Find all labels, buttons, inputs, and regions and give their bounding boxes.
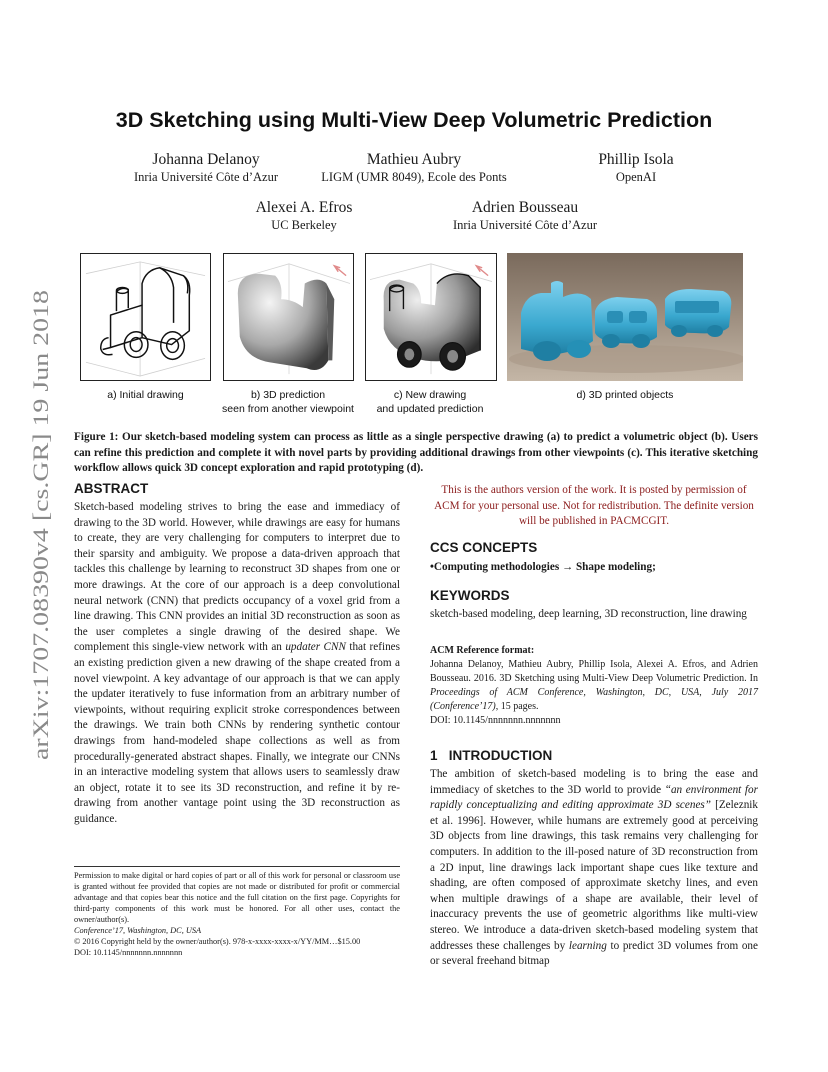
author-block xyxy=(556,151,716,185)
footnote xyxy=(74,870,400,958)
cursor-arrow-icon xyxy=(334,266,346,276)
author-name: Phillip Isola xyxy=(598,151,674,168)
author-affiliation: OpenAI xyxy=(615,170,657,184)
footnote-rule xyxy=(74,866,400,867)
abstract-text-part2: that refines an existing prediction given a new drawing of the shape created from a novel viewpoint. A key advantage of our approach is that we can apply the updater iteratively to fuse information from an arbitrary number of viewpoints, without requiring explicit stroke correspondences between the drawings. We train both CNNs by rendering synthetic contour drawings from hand-modeled shape collections as well as from procedurally-generated abstract shapes. Finally, we integrate our CNNs in an interactive modeling system that allows users to seamlessly draw an object, rotate it to see its 3D reconstruction, and refine it by re-drawing from another vantage point using the 3D reconstruction as guidance. xyxy=(74,641,400,825)
intro-heading xyxy=(430,748,552,763)
svg-text:arXiv:1707.08390v4 [cs.GR] 1: arXiv:1707.08390v4 [cs.GR] 19 Jun 2018 xyxy=(28,381,53,760)
intro-text-part2: [Zeleznik et al. 1996]. However, while humans are extremely good at perceiving 3D objects from line drawings, this task remains very challenging for computers. In addition to the ill-posed nature of 3D reconstruction from a 2D input, line drawings lack important shape cues like texture and shading, are often composed of approximate sketchy lines, and even when multiple drawings of a shape are available, their level of inaccuracy prevents the use of geometric algorithms like multi-view stereo. We introduce a data-driven sketch-based modeling system that addresses these challenges by xyxy=(430,799,758,952)
author-affiliation: UC Berkeley xyxy=(271,218,337,232)
author-name: Adrien Bousseau xyxy=(471,199,579,216)
abstract-heading: ABSTRACT xyxy=(74,481,149,496)
acm-ref-pages: , 15 pages. xyxy=(495,701,539,712)
author-name: Alexei A. Efros xyxy=(255,199,353,216)
train-3d-prediction xyxy=(223,253,354,381)
caption-b-line1: b) 3D prediction xyxy=(250,389,326,401)
intro-title: INTRODUCTION xyxy=(448,748,553,763)
intro-text-part1: The ambition of sketch-based modeling is to bring the ease and immediacy of sketches to the 3D world to provide xyxy=(430,768,758,796)
intro-emphasis: learning xyxy=(568,939,607,952)
author-name: Mathieu Aubry xyxy=(366,151,462,168)
ccs-item-text: Computing methodologies → Shape modeling; xyxy=(433,561,656,573)
intro-text-part3: to predict 3D volumes from one or several freehand bitmap xyxy=(430,939,758,968)
footnote-copyright: © 2016 Copyright held by the owner/author(s). 978-x-xxxx-xxxx-x/YY/MM…$15.00 xyxy=(74,937,361,946)
acm-ref-body xyxy=(430,658,758,728)
caption-d: d) 3D printed objects xyxy=(576,389,674,401)
caption-b xyxy=(208,388,368,416)
intro-quote: “an environment for rapidly conceptualizing and editing approximate 3D scenes” xyxy=(430,783,758,812)
author-affiliation: Inria Université Côte d’Azur xyxy=(133,170,279,184)
authors-version-notice: This is the authors version of the work. It is posted by permission of ACM for your personal use. Not for redistribution. The definite version will be published in PACMCGIT. xyxy=(434,484,754,528)
abstract-emphasis: updater CNN xyxy=(285,641,346,654)
author-block xyxy=(224,199,384,233)
cursor-arrow-icon xyxy=(476,266,488,276)
author-block xyxy=(294,151,534,185)
author-affiliation: LIGM (UMR 8049), Ecole des Ponts xyxy=(321,170,507,184)
ccs-item xyxy=(430,561,758,573)
acm-ref-doi: DOI: 10.1145/nnnnnnn.nnnnnnn xyxy=(430,715,561,726)
author-name: Johanna Delanoy xyxy=(152,151,260,168)
footnote-conference: Conference’17, Washington, DC, USA xyxy=(74,926,202,935)
keywords-heading: KEYWORDS xyxy=(430,588,510,603)
acm-ref-venue: Proceedings of ACM Conference, Washington, DC, USA, July 2017 (Conference’17) xyxy=(430,687,758,712)
train-line-drawing xyxy=(80,253,211,381)
arxiv-stamp xyxy=(24,290,54,760)
abstract-text xyxy=(74,500,400,827)
figure-caption: Figure 1: Our sketch-based modeling system can process as little as a single perspective drawing (a) to predict a volumetric object (b). Users can refine this prediction and complete it with novel parts by providing additional drawings from other viewpoints (c). This iterative sketching workflow allows quick 3D concept exploration and rapid prototyping (d). xyxy=(74,431,758,474)
train-updated-prediction xyxy=(365,253,497,381)
author-block xyxy=(425,199,625,233)
author-affiliation: Inria Université Côte d’Azur xyxy=(452,218,598,232)
paper-title: 3D Sketching using Multi-View Deep Volumetric Prediction xyxy=(115,108,713,132)
footnote-permission: Permission to make digital or hard copies of part or all of this work for personal or classroom use is granted without fee provided that copies are not made or distributed for profit or commercial advantage and that copies bear this notice and the full citation on the first page. Copyrights for third-party components of this work must be honored. For all other uses, contact the owner/author(s). xyxy=(74,871,400,924)
3d-printed-train-photo xyxy=(507,253,743,381)
abstract-text-part1: Sketch-based modeling strives to bring the ease and immediacy of drawing to the 3D world. However, while drawings are easy for humans to create, they are very challenging for computers to interpret due to their sparsity and ambiguity. We propose a data-driven approach that tackles this challenge by learning to reconstruct 3D shapes from one or more drawings. At the core of our approach is a deep convolutional neural network (CNN) that predicts occupancy of a voxel grid from a line drawing. This CNN provides an initial 3D reconstruction as soon as the user completes a single drawing of the desired shape. We complement this single-view network with an xyxy=(74,501,400,654)
acm-ref-heading: ACM Reference format: xyxy=(430,645,535,656)
intro-text xyxy=(430,767,758,970)
caption-a: a) Initial drawing xyxy=(107,389,184,401)
author-block xyxy=(96,151,316,185)
caption-c-line1: c) New drawing xyxy=(393,389,467,401)
caption-c xyxy=(355,388,505,416)
caption-b-line2: seen from another viewpoint xyxy=(222,403,354,415)
ccs-bullet: • xyxy=(430,561,434,573)
caption-c-line2: and updated prediction xyxy=(376,403,484,415)
intro-number: 1 xyxy=(430,748,438,763)
footnote-doi: DOI: 10.1145/nnnnnnn.nnnnnnn xyxy=(74,948,183,957)
ccs-heading: CCS CONCEPTS xyxy=(430,540,538,555)
acm-ref-authors: Johanna Delanoy, Mathieu Aubry, Phillip Isola, Alexei A. Efros, and Adrien Bousseau. 2016. 3D Sketching using Multi-View Deep Volumetric Prediction. In xyxy=(430,659,758,684)
keywords-text: sketch-based modeling, deep learning, 3D reconstruction, line drawing xyxy=(430,608,747,620)
